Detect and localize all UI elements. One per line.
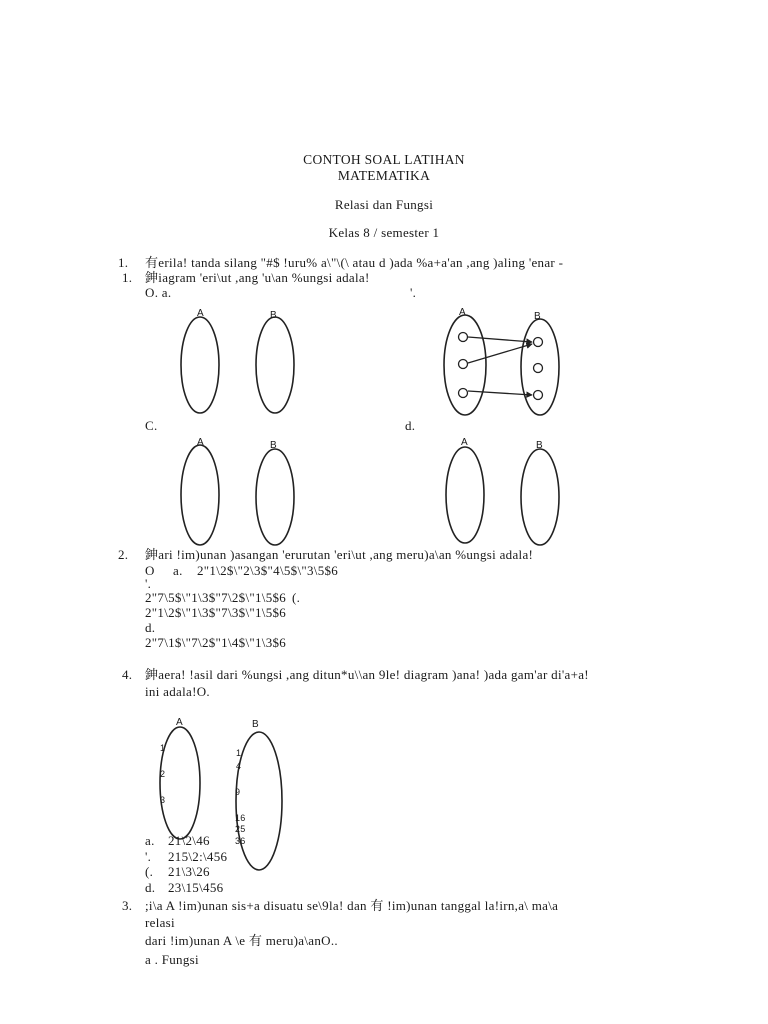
q1-option-c-label: C. <box>145 418 158 433</box>
q4-domain-value: 1 <box>160 743 166 753</box>
q2-o-mark: O <box>145 563 155 578</box>
doc-class-info: Kelas 8 / semester 1 <box>328 225 440 240</box>
set-a-ellipse <box>181 317 219 413</box>
q4-opt-label: d. <box>145 880 156 895</box>
mapping-arrow <box>468 337 532 342</box>
q1b-label-b: B <box>534 311 541 322</box>
codomain-point <box>534 391 543 400</box>
q1-text: 鉮iagram 'eri\ut ,ang 'u\an %ungsi adala! <box>145 270 370 285</box>
q2-opt-d: 2"7\1$\"7\2$"1\4$\"1\3$6 <box>145 635 287 650</box>
q1-option-d-label: d. <box>405 418 416 433</box>
set-a-ellipse <box>446 447 484 543</box>
q1d-label-b: B <box>536 440 543 451</box>
instruction-text: 有erila! tanda silang "#$ !uru% a\"\(\ atau d )ada %a+a'an ,ang )aling 'enar - <box>145 255 564 270</box>
q4-codomain-value: 1 <box>236 748 242 758</box>
q3-line3: dari !im)unan A \e 有 meru)a\anO.. <box>145 933 338 948</box>
q4-domain-value: 2 <box>160 769 166 779</box>
q2-opt-a-label: a. <box>173 563 183 578</box>
set-b-ellipse <box>256 317 294 413</box>
q2-opt-a: 2"1\2$\"2\3$"4\5$\"3\5$6 <box>197 563 339 578</box>
domain-point <box>459 333 468 342</box>
set-a-ellipse <box>181 445 219 545</box>
q2-opt-c-label: (. <box>292 590 301 605</box>
instruction-number: 1. <box>118 255 129 270</box>
codomain-ellipse <box>236 732 282 870</box>
q1c-label-a: A <box>197 437 204 448</box>
q1-diagram-c <box>175 435 305 550</box>
codomain-point <box>534 338 543 347</box>
q3-line2: relasi <box>145 915 175 930</box>
q4-opt-label: (. <box>145 864 154 879</box>
domain-ellipse <box>160 727 200 839</box>
q4-line1: 鉮aera! !asil dari %ungsi ,ang ditun*u\\an 9le! diagram )ana! )ada gam'ar di'a+a! <box>145 667 589 682</box>
q4-codomain-value: 4 <box>236 761 242 771</box>
q3-line1: ;i\a A !im)unan sis+a disuatu se\9la! dan 有 !im)unan tanggal la!irn,a\ ma\a <box>145 898 559 913</box>
q3-option-a: a . Fungsi <box>145 952 199 967</box>
q1-number: 1. <box>122 270 133 285</box>
q2-opt-c: 2"1\2$\"1\3$"7\3$\"1\5$6 <box>145 605 287 620</box>
set-b-ellipse <box>521 449 559 545</box>
q2-opt-b-label: '. <box>145 576 152 591</box>
set-a-ellipse <box>444 315 486 415</box>
q4-codomain-value: 16 <box>235 813 246 823</box>
q4-opt-text: 21\3\26 <box>168 864 210 879</box>
q4-label-a: A <box>176 717 183 728</box>
codomain-point <box>534 364 543 373</box>
q4-domain-value: 3 <box>160 795 166 805</box>
q2-text: 鉮ari !im)unan )asangan 'erurutan 'eri\ut ,ang meru)a\an %ungsi adala! <box>145 547 534 562</box>
q1-diagram-b <box>440 305 570 420</box>
q4-codomain-value: 25 <box>235 824 246 834</box>
q2-opt-d-label: d. <box>145 620 156 635</box>
mapping-arrow <box>468 391 532 395</box>
q4-opt-text: 215\2:\456 <box>168 849 228 864</box>
q1b-label-a: A <box>459 307 466 318</box>
q4-opt-label: '. <box>145 849 152 864</box>
q4-codomain-value: 9 <box>235 787 241 797</box>
q1-option-a-label: O. a. <box>145 285 172 300</box>
q4-opt-text: 23\15\456 <box>168 880 224 895</box>
set-b-ellipse <box>521 319 559 415</box>
doc-subtitle: Relasi dan Fungsi <box>334 197 434 212</box>
q4-label-b: B <box>252 719 259 730</box>
q2-opt-b: 2"7\5$\"1\3$"7\2$\"1\5$6 <box>145 590 287 605</box>
q4-opt-label: a. <box>145 833 155 848</box>
q2-number: 2. <box>118 547 129 562</box>
set-b-ellipse <box>256 449 294 545</box>
q4-codomain-value: 36 <box>235 836 246 846</box>
q1-diagram-a <box>175 305 305 420</box>
q1a-label-a: A <box>197 308 204 319</box>
q1c-label-b: B <box>270 440 277 451</box>
q4-opt-text: 21\2\46 <box>168 833 210 848</box>
q1-option-b-label: '. <box>410 285 417 300</box>
q4-number: 4. <box>122 667 133 682</box>
doc-title-line2: MATEMATIKA <box>337 168 431 183</box>
q1a-label-b: B <box>270 310 277 321</box>
doc-title-line1: CONTOH SOAL LATIHAN <box>303 152 465 167</box>
q1d-label-a: A <box>461 437 468 448</box>
q3-number: 3. <box>122 898 133 913</box>
domain-point <box>459 360 468 369</box>
domain-point <box>459 389 468 398</box>
q1-diagram-d <box>440 435 570 550</box>
q4-line2: ini adala!O. <box>145 684 210 699</box>
